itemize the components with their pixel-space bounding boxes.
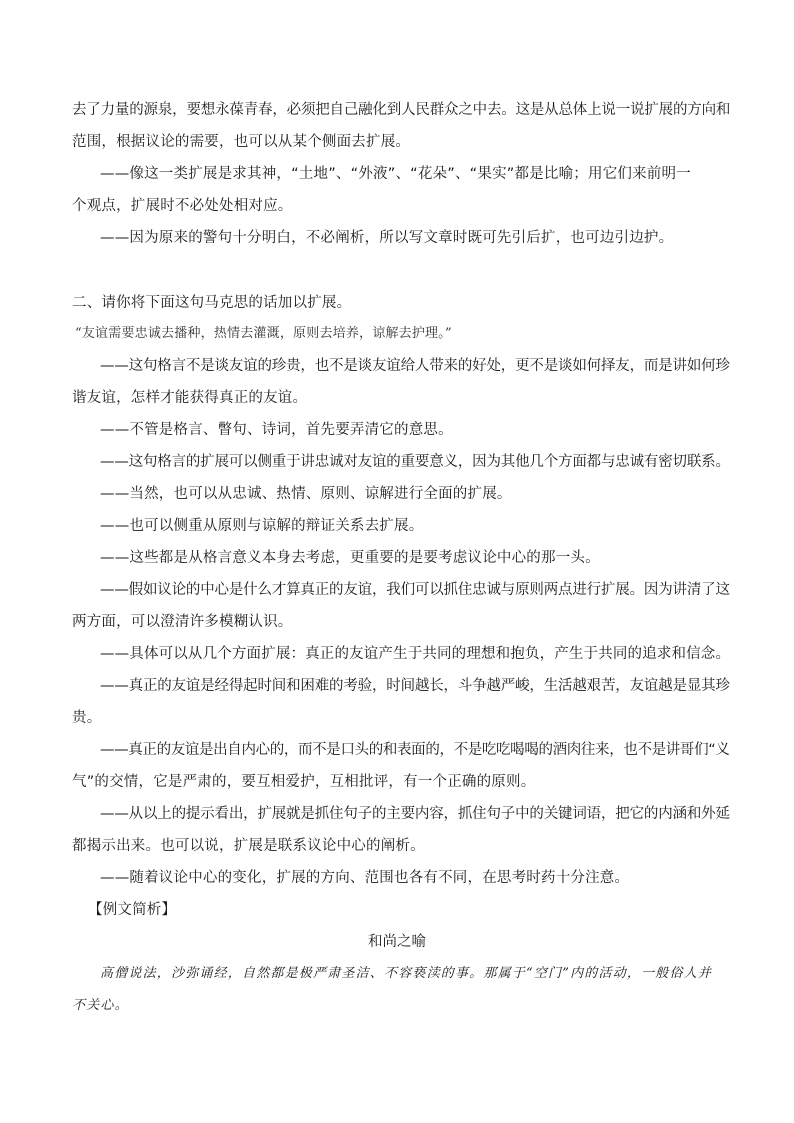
text-line: 去了力量的源泉，要想永葆青春，必须把自己融化到人民群众之中去。这是从总体上说一说扩展的方向和 bbox=[72, 102, 731, 118]
text-line: ——这句格言不是谈友谊的珍贵，也不是谈友谊给人带来的好处，更不是谈如何择友，而是讲如何珍 bbox=[100, 358, 730, 374]
text-line: ——这些都是从格言意义本身去考虑，更重要的是要考虑议论中心的那一头。 bbox=[100, 550, 600, 566]
text-line: 个观点，扩展时不必处处相对应。 bbox=[72, 198, 293, 214]
text-line: 都揭示出来。也可以说，扩展是联系议论中心的阐析。 bbox=[72, 838, 425, 854]
text-line: 谐友谊，怎样才能获得真正的友谊。 bbox=[72, 390, 308, 406]
example-body-line: 不关心。 bbox=[72, 998, 129, 1013]
text-line: ——假如议论的中心是什么才算真正的友谊，我们可以抓住忠诚与原则两点进行扩展。因为讲清了这 bbox=[100, 582, 730, 598]
text-line: ——具体可以从几个方面扩展：真正的友谊产生于共同的理想和抱负，产生于共同的追求和信念。 bbox=[100, 646, 731, 662]
example-title: 和尚之喻 bbox=[368, 934, 426, 950]
text-line: ——也可以侧重从原则与谅解的辩证关系去扩展。 bbox=[100, 518, 424, 534]
text-line: 气”的交情，它是严肃的，要互相爱护，互相批评，有一个正确的原则。 bbox=[72, 774, 536, 790]
text-line: ——因为原来的警句十分明白，不必阐析，所以写文章时既可先引后扩，也可边引边护。 bbox=[100, 230, 674, 246]
quote-line: “友谊需要忠诚去播种，热情去灌溉，原则去培养，谅解去护理。” bbox=[75, 326, 452, 341]
text-line: ——像这一类扩展是求其神，“土地”、“外液”、“花朵”、“果实”都是比喻；用它们来前明一 bbox=[100, 166, 691, 182]
text-line: 范围，根据议论的需要，也可以从某个侧面去扩展。 bbox=[72, 134, 411, 150]
text-line: ——不管是格言、瞥句、诗词，首先要弄清它的意思。 bbox=[100, 422, 453, 438]
example-body-line: 高僧说法，沙弥诵经，自然都是极严肃圣洁、不容亵渎的事。那属于“空门”内的活动，一般俗人并 bbox=[100, 966, 713, 981]
example-label: 【例文简析】 bbox=[88, 902, 177, 918]
text-line: 贵。 bbox=[72, 710, 102, 726]
text-line: ——这句格言的扩展可以侧重于讲忠诚对友谊的重要意义，因为其他几个方面都与忠诚有密切联系。 bbox=[100, 454, 730, 470]
text-line: ——当然，也可以从忠诚、热情、原则、谅解进行全面的扩展。 bbox=[100, 486, 512, 502]
text-line: ——真正的友谊是经得起时间和困难的考验，时间越长，斗争越严峻，生活越艰苦，友谊越是显其珍 bbox=[100, 678, 730, 694]
section-heading: 二、请你将下面这句马克思的话加以扩展。 bbox=[72, 295, 352, 311]
text-line: 两方面，可以澄清许多模糊认识。 bbox=[72, 614, 293, 630]
text-line: ——从以上的提示看出，扩展就是抓住句子的主要内容，抓住句子中的关键词语，把它的内涵和外延 bbox=[100, 806, 730, 822]
text-line: ——随着议论中心的变化，扩展的方向、范围也各有不同，在思考时药十分注意。 bbox=[100, 870, 630, 886]
text-line: ——真正的友谊是出自内心的，而不是口头的和表面的，不是吃吃喝喝的酒肉往来，也不是讲哥们“义 bbox=[100, 742, 730, 758]
